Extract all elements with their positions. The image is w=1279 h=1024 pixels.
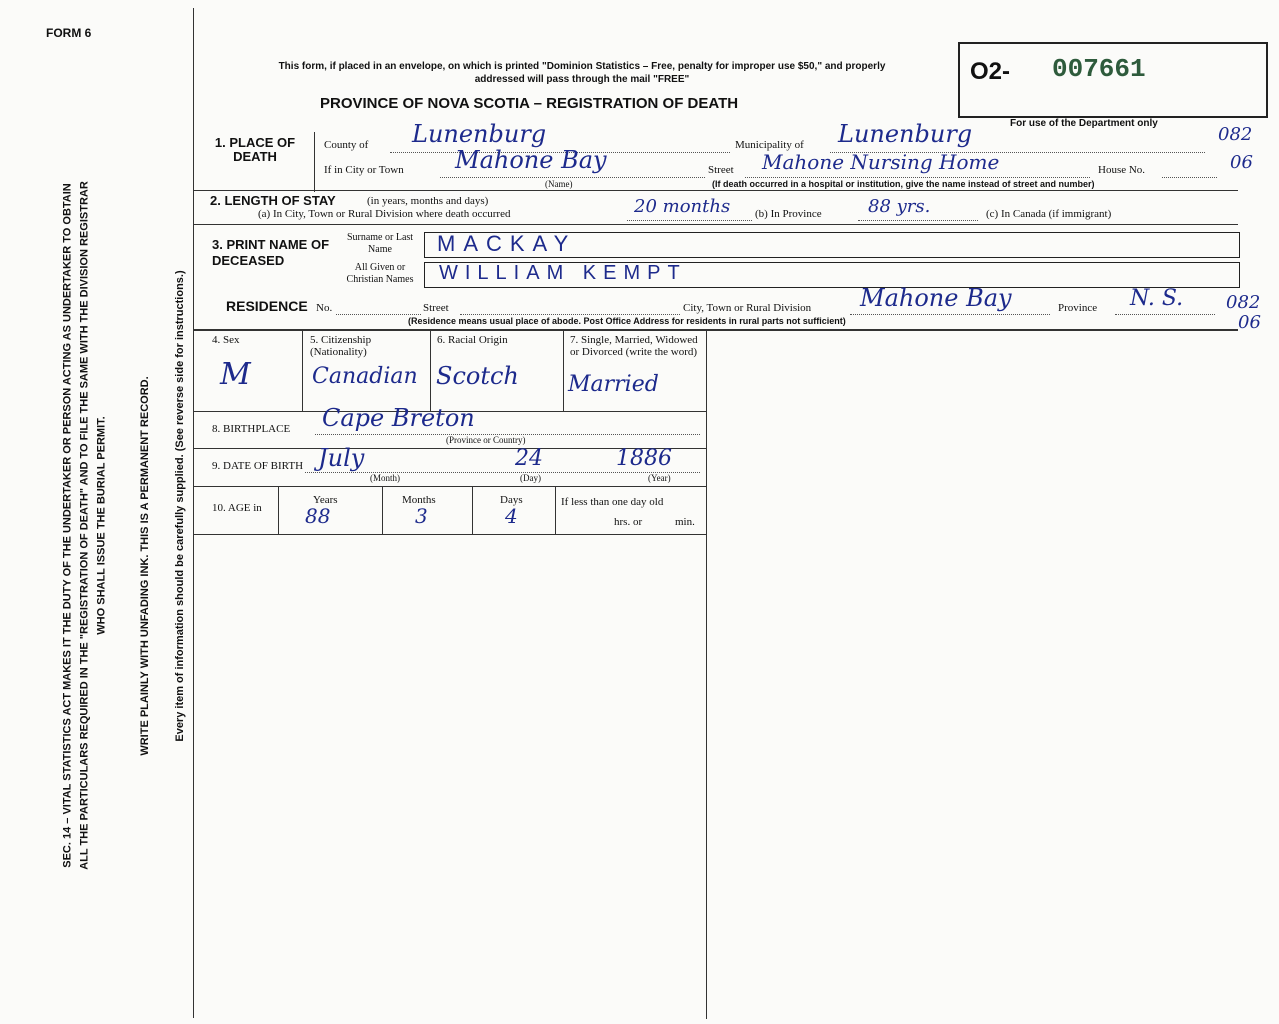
residence-city-line bbox=[850, 314, 1050, 315]
grid-v bbox=[555, 486, 556, 534]
given-box bbox=[424, 262, 1240, 288]
residence-city-value: Mahone Bay bbox=[860, 284, 1012, 312]
dob-day: 24 bbox=[515, 446, 543, 471]
hospital-note: (If death occurred in a hospital or institution, give the name instead of street and number) bbox=[712, 179, 1095, 189]
given-value: WILLIAM KEMPT bbox=[439, 262, 687, 284]
city-value: Mahone Bay bbox=[455, 146, 607, 174]
citizenship-value: Canadian bbox=[312, 364, 418, 389]
less-day-label: If less than one day old bbox=[561, 496, 664, 508]
street-value: Mahone Nursing Home bbox=[762, 150, 1000, 174]
sex-label: 4. Sex bbox=[212, 334, 240, 346]
registration-box bbox=[958, 42, 1268, 118]
dob-month-caption: (Month) bbox=[370, 473, 400, 483]
registration-number: 007661 bbox=[1052, 54, 1146, 84]
residence-note: (Residence means usual place of abode. Post Office Address for residents in rural parts not sufficient) bbox=[408, 316, 846, 326]
residence-province-label: Province bbox=[1058, 302, 1098, 314]
racial-label: 6. Racial Origin bbox=[437, 334, 508, 346]
residence-city-label: City, Town or Rural Division bbox=[683, 302, 812, 314]
municipality-value: Lunenburg bbox=[838, 120, 973, 148]
grid-v bbox=[278, 486, 279, 534]
main-left-border bbox=[193, 8, 194, 1018]
age-days-value: 4 bbox=[505, 504, 518, 528]
row-divider bbox=[193, 190, 1238, 191]
dob-label: 9. DATE OF BIRTH bbox=[212, 460, 304, 472]
center-divider bbox=[706, 329, 707, 1019]
stay-a-value: 20 months bbox=[634, 196, 731, 217]
municipality-label: Municipality of bbox=[735, 139, 804, 151]
age-months-label: Months bbox=[402, 494, 436, 506]
dept-code-3: 082 bbox=[1226, 292, 1261, 313]
place-divider bbox=[314, 132, 315, 192]
city-label: If in City or Town bbox=[324, 164, 404, 176]
mail-notice: This form, if placed in an envelope, on which is printed "Dominion Statistics – Free, penalty for improper use $50," and properly addressed will pass through the mail "FREE" bbox=[278, 61, 886, 85]
length-stay-sub: (in years, months and days) bbox=[367, 195, 489, 207]
stay-b-line bbox=[858, 220, 978, 221]
residence-street-label: Street bbox=[423, 302, 449, 314]
residence-province-value: N. S. bbox=[1130, 286, 1184, 311]
age-days-label: Days bbox=[500, 494, 523, 506]
deceased-label: 3. PRINT NAME OF DECEASED bbox=[212, 237, 330, 268]
residence-no-line bbox=[336, 314, 421, 315]
age-label: 10. AGE in bbox=[212, 502, 262, 514]
mid-side-text: WRITE PLAINLY WITH UNFADING INK. THIS IS A PERMANENT RECORD. bbox=[139, 376, 151, 756]
grid-v bbox=[302, 329, 303, 411]
dept-code-1: 082 bbox=[1218, 124, 1253, 145]
street-label: Street bbox=[708, 164, 734, 176]
county-label: County of bbox=[324, 139, 369, 151]
birthplace-label: 8. BIRTHPLACE bbox=[212, 423, 291, 435]
form-title: PROVINCE OF NOVA SCOTIA – REGISTRATION OF DEATH bbox=[320, 95, 739, 112]
stay-a-line bbox=[627, 220, 752, 221]
hrs-label: hrs. or bbox=[614, 516, 643, 528]
city-name-caption: (Name) bbox=[545, 179, 573, 189]
registration-prefix: O2- bbox=[970, 58, 1011, 85]
dob-year: 1886 bbox=[616, 446, 672, 471]
dept-note: For use of the Department only bbox=[1010, 118, 1158, 129]
row-divider bbox=[193, 534, 706, 535]
stay-a-label: (a) In City, Town or Rural Division where death occurred bbox=[258, 208, 511, 220]
row-divider bbox=[193, 486, 706, 487]
form-label: FORM 6 bbox=[46, 26, 92, 40]
row-divider bbox=[193, 329, 1238, 331]
age-months-value: 3 bbox=[415, 504, 428, 528]
min-label: min. bbox=[675, 516, 695, 528]
grid-v bbox=[382, 486, 383, 534]
marital-label: 7. Single, Married, Widowed or Divorced (write the word) bbox=[570, 334, 698, 358]
grid-v bbox=[430, 329, 431, 411]
residence-label: RESIDENCE bbox=[226, 298, 308, 314]
dept-code-2: 06 bbox=[1230, 152, 1253, 173]
residence-no-label: No. bbox=[316, 302, 333, 314]
grid-v bbox=[563, 329, 564, 411]
stay-c-label: (c) In Canada (if immigrant) bbox=[986, 208, 1112, 220]
right-side-text: Every item of information should be carefully supplied. (See reverse side for instructions.) bbox=[174, 270, 186, 742]
stay-b-label: (b) In Province bbox=[755, 208, 822, 220]
surname-label: Surname or Last Name bbox=[346, 232, 414, 255]
birthplace-caption: (Province or Country) bbox=[446, 435, 526, 445]
sex-value: M bbox=[220, 357, 251, 392]
residence-street-line bbox=[460, 314, 680, 315]
place-of-death-label: 1. PLACE OF DEATH bbox=[214, 135, 296, 164]
house-label: House No. bbox=[1098, 164, 1146, 176]
age-years-value: 88 bbox=[305, 504, 331, 528]
dob-line bbox=[305, 472, 700, 473]
dob-month: July bbox=[318, 444, 365, 472]
grid-v bbox=[472, 486, 473, 534]
length-stay-label: 2. LENGTH OF STAY bbox=[210, 193, 336, 208]
birthplace-value: Cape Breton bbox=[322, 404, 475, 432]
surname-box bbox=[424, 232, 1240, 258]
house-line bbox=[1162, 177, 1217, 178]
residence-province-line bbox=[1115, 314, 1215, 315]
dob-year-caption: (Year) bbox=[648, 473, 671, 483]
row-divider bbox=[193, 224, 1238, 225]
given-label: All Given or Christian Names bbox=[346, 262, 414, 285]
city-line bbox=[440, 177, 705, 178]
surname-value: MACKAY bbox=[437, 231, 577, 256]
racial-value: Scotch bbox=[436, 362, 519, 390]
age-years-label: Years bbox=[313, 494, 338, 506]
stay-b-value: 88 yrs. bbox=[868, 196, 931, 217]
county-value: Lunenburg bbox=[412, 120, 547, 148]
street-line bbox=[745, 177, 1090, 178]
dob-day-caption: (Day) bbox=[520, 473, 541, 483]
citizenship-label: 5. Citizenship (Nationality) bbox=[310, 334, 372, 358]
dept-code-4: 06 bbox=[1238, 312, 1261, 333]
left-side-text: SEC. 14 – VITAL STATISTICS ACT MAKES IT THE DUTY OF THE UNDERTAKER OR PERSON ACTING AS UNDERTAKER TO OBTAIN ALL THE PARTICULARS REQUIRED IN THE "REGISTRATION OF DEATH" AND TO FILE THE SAME WITH THE DIVISION REGISTRAR WHO SHALL ISSUE THE BURIAL PERMIT. bbox=[61, 181, 108, 870]
marital-value: Married bbox=[568, 372, 659, 397]
